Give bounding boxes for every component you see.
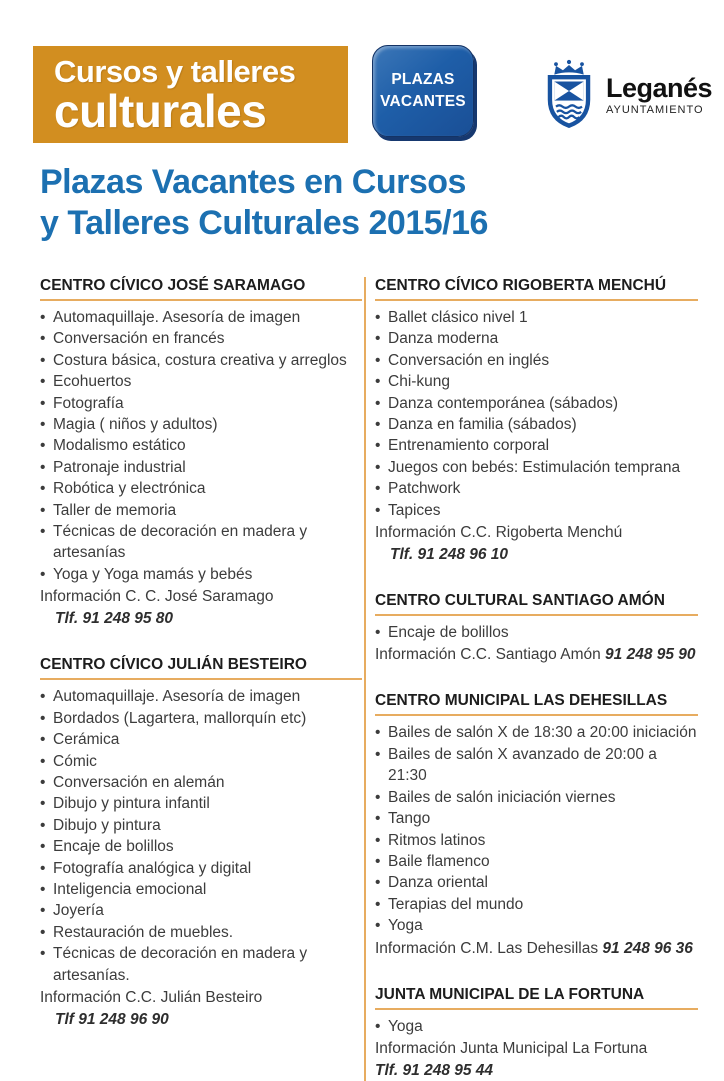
badge-line1: PLAZAS bbox=[391, 71, 455, 88]
section-heading: CENTRO CÍVICO JOSÉ SARAMAGO bbox=[40, 277, 362, 301]
course-item-label: Ritmos latinos bbox=[388, 831, 486, 849]
course-item-label: Restauración de muebles. bbox=[53, 923, 234, 941]
course-item bbox=[40, 836, 362, 857]
course-item-label: Conversación en francés bbox=[53, 330, 225, 348]
logo-city-name: Leganés bbox=[606, 72, 713, 103]
bullet-icon: • bbox=[375, 852, 381, 870]
section-heading: JUNTA MUNICIPAL DE LA FORTUNA bbox=[375, 986, 698, 1010]
course-item bbox=[375, 1016, 698, 1037]
page-title bbox=[40, 162, 488, 244]
badge-line2: VACANTES bbox=[380, 93, 466, 110]
course-item-label: Yoga bbox=[388, 1017, 423, 1035]
info-phone-line bbox=[40, 608, 362, 629]
course-item-label: Bailes de salón X de 18:30 a 20:00 iniciación bbox=[388, 724, 697, 742]
bullet-icon: • bbox=[40, 816, 46, 834]
bullet-icon: • bbox=[40, 880, 46, 898]
course-item bbox=[375, 350, 698, 371]
center-section bbox=[375, 277, 698, 565]
banner bbox=[33, 46, 348, 143]
bullet-icon: • bbox=[375, 745, 381, 763]
course-item bbox=[40, 457, 362, 478]
bullet-icon: • bbox=[40, 945, 46, 963]
section-heading: CENTRO MUNICIPAL LAS DEHESILLAS bbox=[375, 692, 698, 716]
course-item-label: Patronaje industrial bbox=[53, 458, 186, 476]
course-item-label: Fotografía bbox=[53, 394, 124, 412]
course-item bbox=[40, 900, 362, 921]
course-item bbox=[40, 478, 362, 499]
bullet-icon: • bbox=[375, 917, 381, 935]
course-item-label: Tango bbox=[388, 810, 431, 828]
bullet-icon: • bbox=[375, 416, 381, 434]
course-item bbox=[375, 830, 698, 851]
bullet-icon: • bbox=[40, 859, 46, 877]
course-list bbox=[375, 722, 698, 936]
bullet-icon: • bbox=[375, 1017, 381, 1035]
bullet-icon: • bbox=[40, 838, 46, 856]
course-item bbox=[375, 500, 698, 521]
course-item-label: Danza oriental bbox=[388, 874, 488, 892]
course-item-label: Cómic bbox=[53, 752, 97, 770]
info-text: Información Junta Municipal La Fortuna bbox=[375, 1039, 648, 1057]
info-phone-line bbox=[375, 544, 698, 565]
course-item bbox=[40, 751, 362, 772]
info-text: Información C.C. Rigoberta Menchú bbox=[375, 524, 623, 542]
phone-number: Tlf. 91 248 96 10 bbox=[390, 546, 509, 564]
course-item-label: Dibujo y pintura bbox=[53, 816, 161, 834]
bullet-icon: • bbox=[375, 330, 381, 348]
course-list bbox=[375, 1016, 698, 1037]
page-title-line1: Plazas Vacantes en Cursos bbox=[40, 163, 466, 201]
leganes-logo bbox=[543, 58, 712, 131]
center-section bbox=[375, 692, 698, 958]
course-item-label: Danza moderna bbox=[388, 330, 499, 348]
course-item bbox=[40, 729, 362, 750]
info-phone-line bbox=[375, 1060, 698, 1081]
bullet-icon: • bbox=[375, 373, 381, 391]
bullet-icon: • bbox=[40, 688, 46, 706]
info-text: Información C.C. Santiago Amón bbox=[375, 646, 606, 664]
course-list bbox=[40, 686, 362, 986]
course-item bbox=[40, 879, 362, 900]
leganes-shield-icon bbox=[543, 58, 595, 131]
course-item-label: Juegos con bebés: Estimulación temprana bbox=[388, 458, 681, 476]
column-left bbox=[40, 277, 362, 1081]
course-item bbox=[375, 722, 698, 743]
course-item bbox=[40, 793, 362, 814]
center-section bbox=[40, 656, 362, 1030]
course-item bbox=[375, 478, 698, 499]
course-item bbox=[40, 371, 362, 392]
bullet-icon: • bbox=[40, 480, 46, 498]
info-line bbox=[40, 586, 362, 607]
course-item-label: Baile flamenco bbox=[388, 852, 490, 870]
course-item-label: Danza contemporánea (sábados) bbox=[388, 394, 619, 412]
phone-number: Tlf 91 248 96 90 bbox=[55, 1010, 169, 1028]
course-item bbox=[375, 808, 698, 829]
course-item-label: Danza en familia (sábados) bbox=[388, 416, 577, 434]
course-item-label: Ecohuertos bbox=[53, 373, 132, 391]
course-item bbox=[375, 915, 698, 936]
course-item-label: Yoga bbox=[388, 917, 423, 935]
bullet-icon: • bbox=[40, 752, 46, 770]
bullet-icon: • bbox=[40, 902, 46, 920]
course-item bbox=[40, 350, 362, 371]
course-item-label: Entrenamiento corporal bbox=[388, 437, 550, 455]
bullet-icon: • bbox=[40, 565, 46, 583]
bullet-icon: • bbox=[375, 895, 381, 913]
course-item bbox=[375, 894, 698, 915]
course-item bbox=[40, 500, 362, 521]
course-item-label: Terapias del mundo bbox=[388, 895, 524, 913]
course-item bbox=[375, 371, 698, 392]
course-item bbox=[40, 943, 362, 986]
course-item-label: Modalismo estático bbox=[53, 437, 186, 455]
course-item-label: Encaje de bolillos bbox=[53, 838, 174, 856]
column-right bbox=[366, 277, 698, 1081]
phone-number: Tlf. 91 248 95 80 bbox=[55, 610, 174, 628]
section-heading: CENTRO CÍVICO RIGOBERTA MENCHÚ bbox=[375, 277, 698, 301]
course-item bbox=[375, 851, 698, 872]
bullet-icon: • bbox=[375, 501, 381, 519]
course-item bbox=[375, 787, 698, 808]
course-list bbox=[375, 622, 698, 643]
bullet-icon: • bbox=[40, 437, 46, 455]
banner-line1: Cursos y talleres bbox=[54, 54, 296, 89]
course-item-label: Tapices bbox=[388, 501, 441, 519]
phone-number: 91 248 95 90 bbox=[605, 646, 696, 664]
course-item bbox=[375, 457, 698, 478]
course-item bbox=[40, 815, 362, 836]
info-phone-line bbox=[40, 1009, 362, 1030]
bullet-icon: • bbox=[375, 458, 381, 476]
bullet-icon: • bbox=[375, 351, 381, 369]
phone-number: 91 248 96 36 bbox=[602, 939, 693, 957]
page-title-line2: y Talleres Culturales 2015/16 bbox=[40, 204, 488, 242]
course-item bbox=[40, 328, 362, 349]
bullet-icon: • bbox=[375, 724, 381, 742]
course-item bbox=[40, 393, 362, 414]
course-item bbox=[375, 435, 698, 456]
course-item-label: Chi-kung bbox=[388, 373, 451, 391]
course-item-label: Inteligencia emocional bbox=[53, 880, 207, 898]
info-line bbox=[375, 522, 698, 543]
course-item bbox=[375, 328, 698, 349]
bullet-icon: • bbox=[40, 373, 46, 391]
course-item bbox=[375, 414, 698, 435]
course-item bbox=[375, 307, 698, 328]
course-item bbox=[375, 393, 698, 414]
section-heading: CENTRO CÍVICO JULIÁN BESTEIRO bbox=[40, 656, 362, 680]
info-text: Información C. C. José Saramago bbox=[40, 588, 274, 606]
banner-line2: culturales bbox=[54, 85, 267, 137]
info-text: Información C.M. Las Dehesillas bbox=[375, 939, 603, 957]
bullet-icon: • bbox=[375, 788, 381, 806]
bullet-icon: • bbox=[40, 523, 46, 541]
course-item-label: Dibujo y pintura infantil bbox=[53, 795, 210, 813]
logo-text bbox=[606, 74, 712, 116]
course-item-label: Ballet clásico nivel 1 bbox=[388, 309, 528, 326]
course-item-label: Magia ( niños y adultos) bbox=[53, 416, 218, 434]
course-item bbox=[40, 686, 362, 707]
course-item-label: Automaquillaje. Asesoría de imagen bbox=[53, 688, 301, 706]
course-list bbox=[40, 307, 362, 585]
center-section bbox=[375, 986, 698, 1081]
bullet-icon: • bbox=[40, 731, 46, 749]
course-item bbox=[40, 414, 362, 435]
bullet-icon: • bbox=[375, 309, 381, 326]
course-item bbox=[40, 435, 362, 456]
course-list bbox=[375, 307, 698, 521]
course-item-label: Técnicas de decoración en madera y artesanías bbox=[53, 523, 308, 562]
bullet-icon: • bbox=[40, 709, 46, 727]
course-item-label: Costura básica, costura creativa y arreglos bbox=[53, 351, 347, 369]
course-item-label: Cerámica bbox=[53, 731, 120, 749]
phone-number: Tlf. 91 248 95 44 bbox=[375, 1061, 494, 1079]
bullet-icon: • bbox=[375, 480, 381, 498]
course-item-label: Encaje de bolillos bbox=[388, 624, 509, 642]
logo-subtitle: AYUNTAMIENTO bbox=[606, 103, 704, 116]
course-item bbox=[40, 772, 362, 793]
plazas-vacantes-badge bbox=[372, 45, 474, 137]
center-section bbox=[375, 592, 698, 665]
course-item-label: Bailes de salón X avanzado de 20:00 a 21:30 bbox=[388, 745, 657, 785]
bullet-icon: • bbox=[40, 773, 46, 791]
info-phone-line bbox=[375, 644, 698, 665]
course-item-label: Técnicas de decoración en madera y artesanías. bbox=[53, 945, 308, 984]
course-item-label: Fotografía analógica y digital bbox=[53, 859, 252, 877]
course-item bbox=[40, 521, 362, 564]
course-item-label: Automaquillaje. Asesoría de imagen bbox=[53, 309, 301, 326]
course-columns bbox=[40, 277, 698, 1081]
course-item-label: Taller de memoria bbox=[53, 501, 177, 519]
section-heading: CENTRO CULTURAL SANTIAGO AMÓN bbox=[375, 592, 698, 616]
center-section bbox=[40, 277, 362, 629]
bullet-icon: • bbox=[40, 330, 46, 348]
bullet-icon: • bbox=[375, 831, 381, 849]
course-item bbox=[375, 744, 698, 787]
bullet-icon: • bbox=[40, 923, 46, 941]
bullet-icon: • bbox=[40, 351, 46, 369]
bullet-icon: • bbox=[40, 416, 46, 434]
info-line bbox=[40, 987, 362, 1008]
course-item-label: Joyería bbox=[53, 902, 104, 920]
info-phone-line bbox=[375, 938, 698, 959]
course-item bbox=[40, 858, 362, 879]
bullet-icon: • bbox=[375, 810, 381, 828]
course-item bbox=[40, 708, 362, 729]
info-text: Información C.C. Julián Besteiro bbox=[40, 988, 263, 1006]
course-item-label: Conversación en inglés bbox=[388, 351, 550, 369]
bullet-icon: • bbox=[40, 458, 46, 476]
bullet-icon: • bbox=[40, 394, 46, 412]
course-item bbox=[40, 922, 362, 943]
bullet-icon: • bbox=[375, 437, 381, 455]
course-item bbox=[40, 564, 362, 585]
course-item-label: Robótica y electrónica bbox=[53, 480, 206, 498]
course-item-label: Patchwork bbox=[388, 480, 461, 498]
info-line bbox=[375, 1038, 698, 1059]
course-item-label: Yoga y Yoga mamás y bebés bbox=[53, 565, 253, 583]
bullet-icon: • bbox=[375, 394, 381, 412]
bullet-icon: • bbox=[375, 624, 381, 642]
course-item-label: Bailes de salón iniciación viernes bbox=[388, 788, 616, 806]
course-item-label: Conversación en alemán bbox=[53, 773, 225, 791]
course-item-label: Bordados (Lagartera, mallorquín etc) bbox=[53, 709, 307, 727]
bullet-icon: • bbox=[40, 501, 46, 519]
bullet-icon: • bbox=[40, 309, 46, 326]
bullet-icon: • bbox=[375, 874, 381, 892]
course-item bbox=[375, 872, 698, 893]
course-item bbox=[375, 622, 698, 643]
course-item bbox=[40, 307, 362, 328]
bullet-icon: • bbox=[40, 795, 46, 813]
